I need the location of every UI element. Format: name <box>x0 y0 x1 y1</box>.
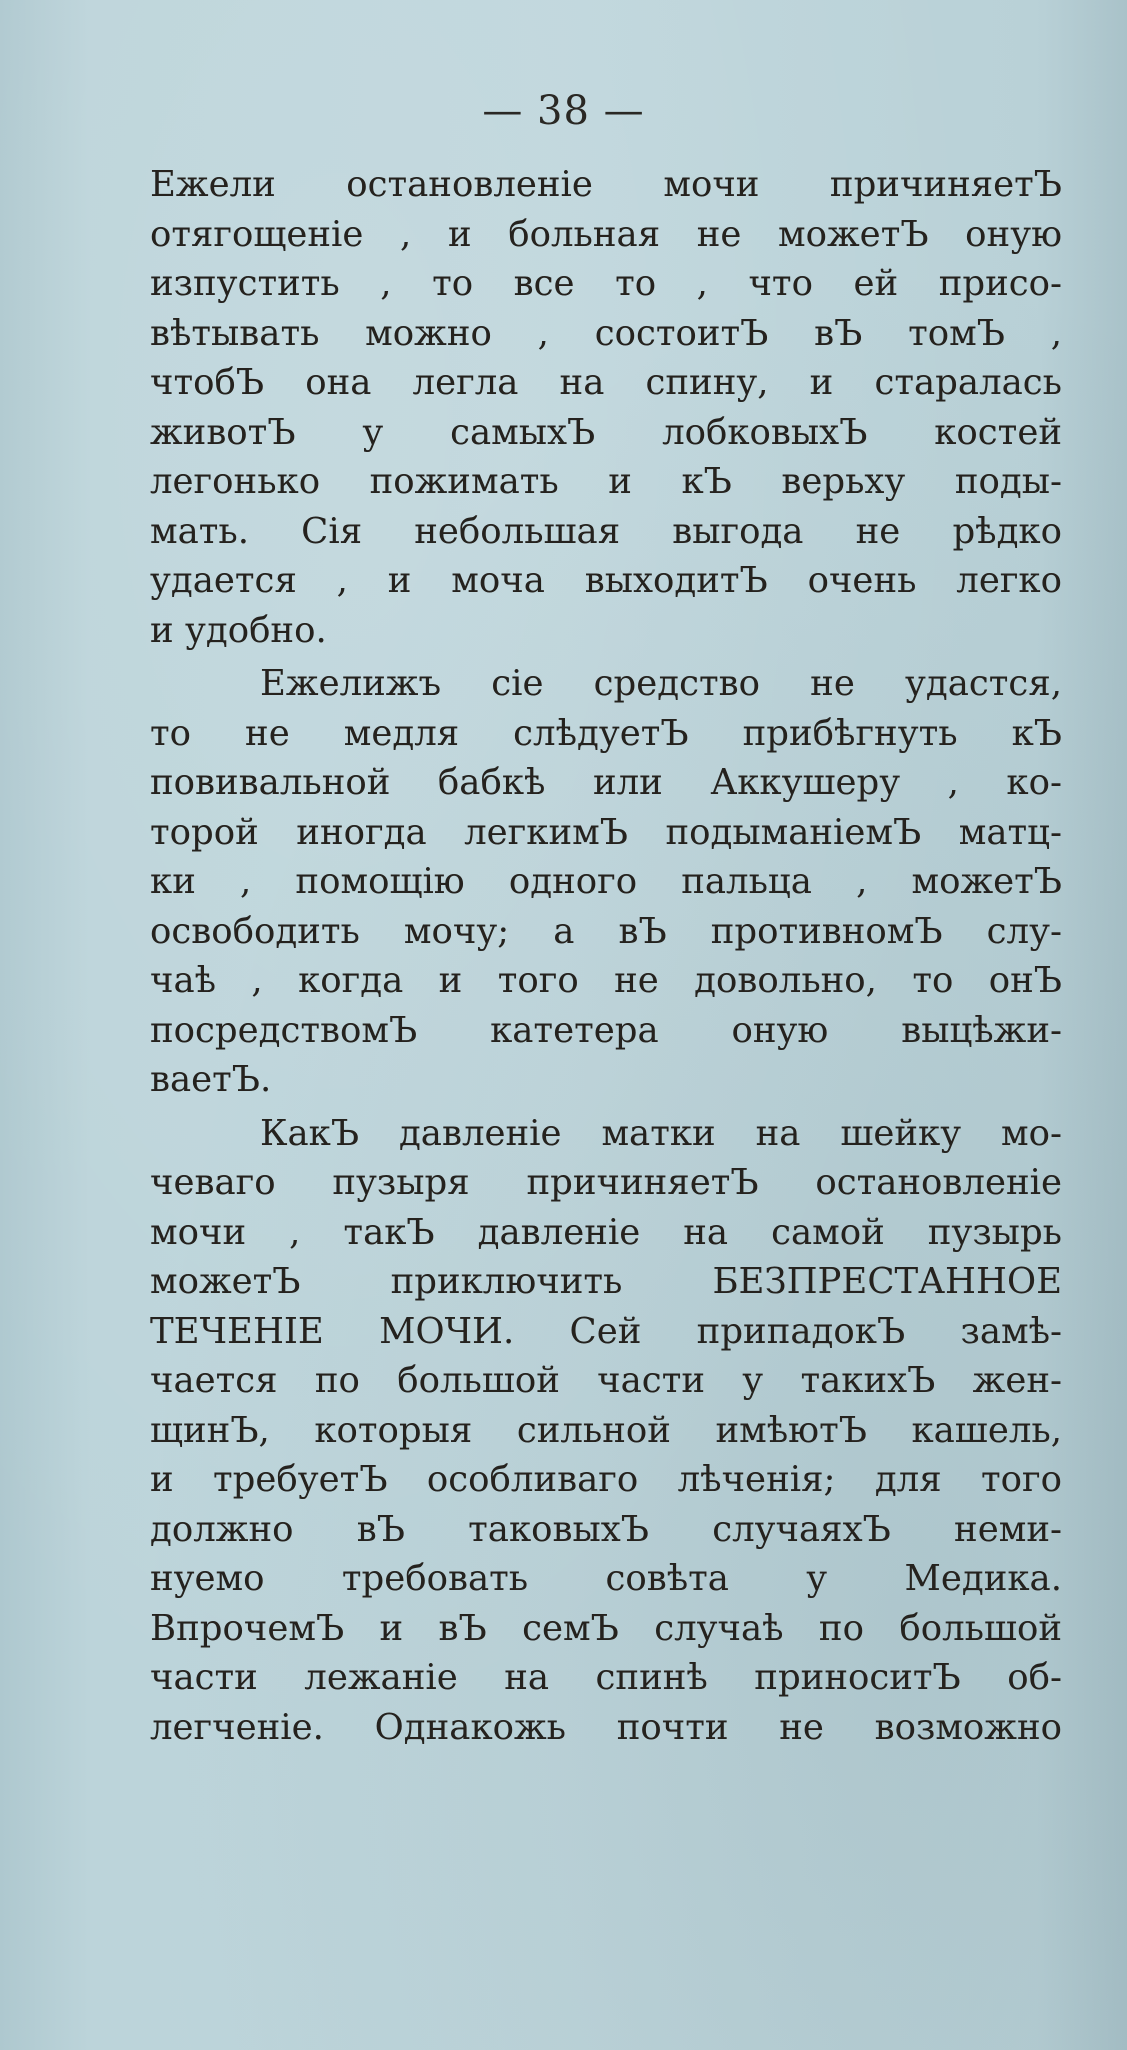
text-line: должно вЪ таковыхЪ случаяхЪ неми- <box>150 1508 1062 1550</box>
text-line: животЪ у самыхЪ лобковыхЪ костей <box>150 411 1062 453</box>
text-line: посредствомЪ катетера оную выцѣжи- <box>150 1009 1062 1051</box>
text-line: чтобЪ она легла на спину, и старалась <box>150 362 1062 403</box>
text-line: чаѣ , когда и того не довольно, то онЪ <box>150 960 1062 1001</box>
text-line: Ежелижъ сіе средство не удастся, <box>260 663 1062 704</box>
text-line: то не медля слѣдуетЪ прибѣгнуть кЪ <box>150 712 1062 754</box>
text-line: ТЕЧЕНІЕ МОЧИ. Сей припадокЪ замѣ- <box>150 1310 1062 1352</box>
text-line: щинЪ, которыя сильной имѣютЪ кашель, <box>150 1409 1062 1451</box>
text-line: КакЪ давленіе матки на шейку мо- <box>260 1112 1062 1154</box>
paragraph-2 <box>150 659 1062 1105</box>
text-line: чается по большой части у такихЪ жен- <box>150 1360 1062 1401</box>
text-line: мать. Сія небольшая выгода не рѣдко <box>150 510 1062 552</box>
text-line: освободить мочу; а вЪ противномЪ слу- <box>150 910 1062 952</box>
text-line: Ежели остановленіе мочи причиняетЪ <box>150 164 1062 205</box>
text-line: и удобно. <box>150 609 327 651</box>
text-line: чеваго пузыря причиняетЪ остановленіе <box>150 1162 1062 1203</box>
text-line: части лежаніе на спинѣ приноситЪ об- <box>150 1657 1062 1698</box>
text-line: вѣтывать можно , состоитЪ вЪ томЪ , <box>150 312 1062 354</box>
text-line: торой иногда легкимЪ подыманіемЪ матц- <box>150 811 1062 853</box>
text-line: и требуетЪ особливаго лѣченія; для того <box>150 1459 1062 1500</box>
text-line: ВпрочемЪ и вЪ семЪ случаѣ по большой <box>150 1607 1062 1649</box>
text-line: легонько пожимать и кЪ верьху поды- <box>150 461 1062 502</box>
text-line: ки , помощію одного пальца , можетЪ <box>150 861 1062 902</box>
text-line: легченіе. Однакожь почти не возможно <box>150 1706 1062 1748</box>
body-text <box>150 160 1062 1752</box>
page-number: — 38 — <box>482 88 645 134</box>
text-line: ваетЪ. <box>150 1059 272 1100</box>
paragraph-3 <box>150 1109 1062 1753</box>
paragraph-1 <box>150 160 1062 655</box>
text-line: отягощеніе , и больная не можетЪ оную <box>150 213 1062 255</box>
text-line: мочи , такЪ давленіе на самой пузырь <box>150 1211 1062 1253</box>
text-line: можетЪ приключить БЕЗПРЕСТАННОЕ <box>150 1261 1062 1302</box>
text-line: удается , и моча выходитЪ очень легко <box>150 560 1062 601</box>
text-line: нуемо требовать совѣта у Медика. <box>150 1558 1062 1599</box>
text-line: повивальной бабкѣ или Аккушеру , ко- <box>150 762 1062 803</box>
text-line: изпустить , то все то , что ей присо- <box>150 263 1062 304</box>
